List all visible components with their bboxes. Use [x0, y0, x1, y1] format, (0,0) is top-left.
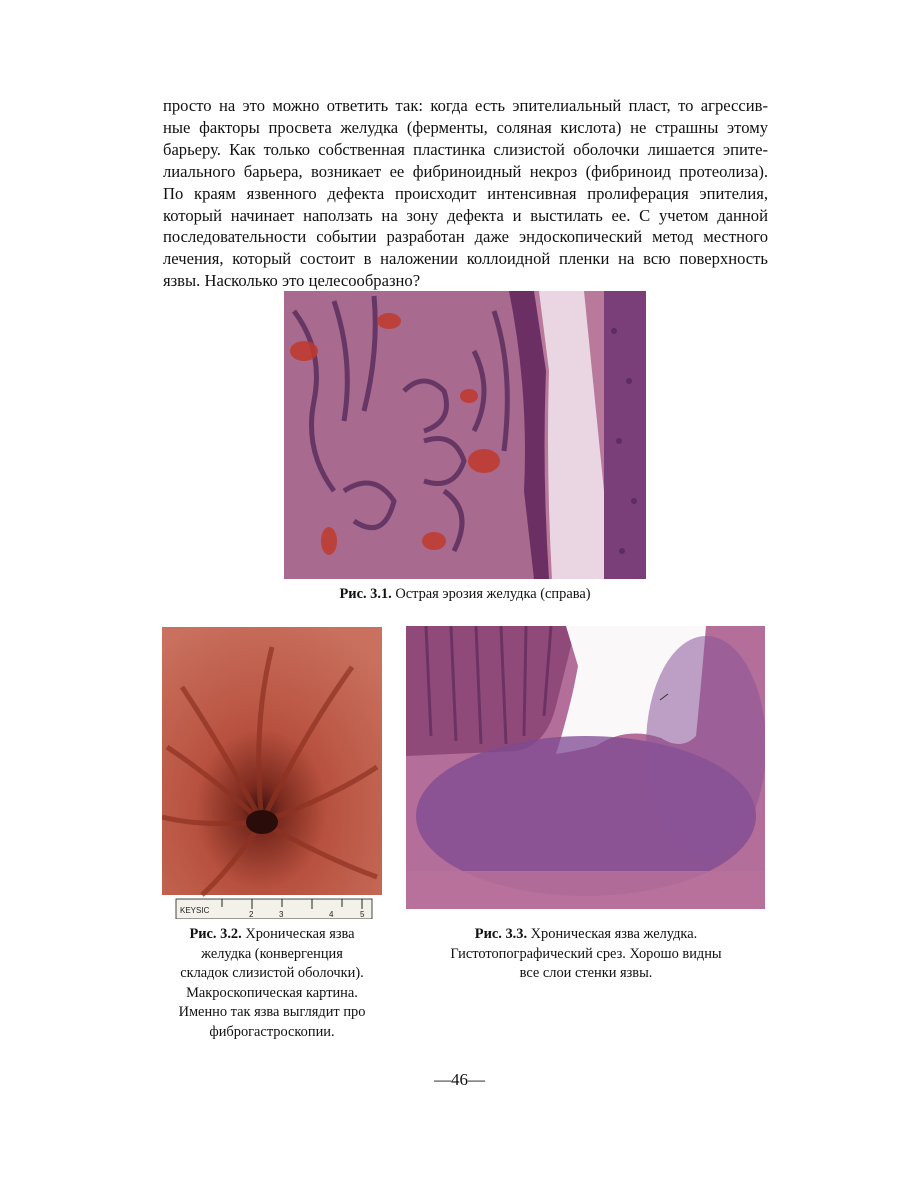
body-paragraph [163, 95, 768, 292]
ruler-number: 4 [329, 910, 334, 919]
figure-3-2-image [162, 627, 382, 919]
caption-text: все слои стенки язвы. [519, 965, 653, 981]
paragraph-line: лиального барьера, возникает ее фибриноидный некроз (фибриноид протеолиза). [163, 161, 768, 181]
ruler-label: KEYSIC [180, 906, 210, 915]
caption-text: складок слизистой оболочки). [180, 965, 364, 981]
figure-3-3-caption [405, 925, 767, 984]
ruler-number: 5 [360, 910, 365, 919]
caption-text: Именно так язва выглядит про [178, 1004, 366, 1020]
figure-3-2-caption [152, 925, 392, 1042]
paragraph-line: язвы. Насколько это целесообразно? [163, 271, 421, 291]
caption-text: желудка (конвергенция [201, 945, 343, 962]
figure-label: Рис. 3.2. [189, 926, 242, 942]
paragraph-line: последовательности событии разработан даже эндоскопический метод местного [163, 227, 768, 247]
caption-text: Хроническая язва желудка. [527, 926, 698, 942]
figure-label: Рис. 3.3. [474, 926, 528, 942]
ruler-number: 3 [279, 910, 284, 919]
paragraph-line: По краям язвенного дефекта происходит интенсивная пролиферация эпителия, [163, 183, 768, 203]
paragraph-line: ные факторы просвета желудка (ферменты, соляная кислота) не страшны этому [163, 117, 768, 137]
paragraph-line: который начинает наползать на зону дефекта и выстилать ее. С учетом данной [163, 205, 768, 225]
caption-text: Хроническая язва [241, 926, 355, 942]
caption-text: Острая эрозия желудка (справа) [391, 586, 591, 602]
figure-3-3-image [406, 626, 765, 909]
figure-3-1-caption [284, 585, 646, 605]
figure-label: Рис. 3.1. [339, 586, 392, 602]
paragraph-line: барьеру. Как только собственная пластинка слизистой оболочки лишается эпите- [163, 139, 768, 159]
figure-3-1-image [284, 291, 646, 579]
paragraph-line: просто на это можно ответить так: когда есть эпителиальный пласт, то агрессив- [163, 96, 768, 115]
caption-text: фиброгастроскопии. [209, 1023, 335, 1040]
page-number: —46— [434, 1070, 485, 1089]
caption-text: Макроскопическая картина. [186, 984, 358, 1001]
paragraph-line: лечения, который состоит в наложении коллоидной пленки на всю поверхность [163, 249, 768, 269]
ruler-number: 2 [249, 910, 254, 919]
caption-text: Гистотопографический срез. Хорошо видны [450, 945, 722, 962]
